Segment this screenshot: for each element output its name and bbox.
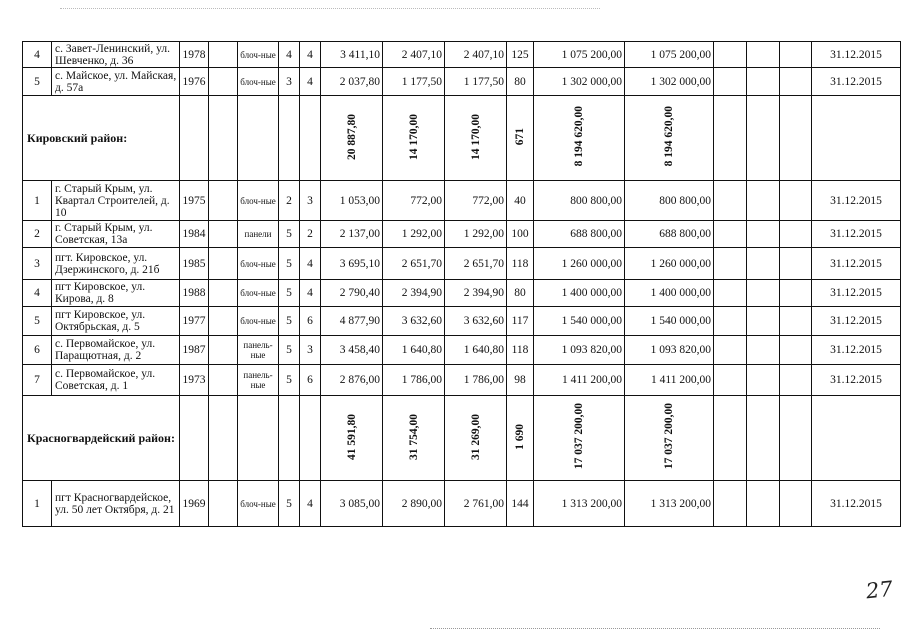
completion-date: 31.12.2015 xyxy=(812,42,901,68)
empty-cell xyxy=(747,365,780,396)
residents: 117 xyxy=(507,307,534,336)
empty-cell xyxy=(747,68,780,96)
entrances: 4 xyxy=(300,280,321,307)
cost-a: 1 540 000,00 xyxy=(534,307,625,336)
region-area-b xyxy=(445,396,507,481)
empty-cell xyxy=(747,248,780,280)
residents: 80 xyxy=(507,68,534,96)
area-a: 2 890,00 xyxy=(383,481,445,527)
empty-cell xyxy=(747,42,780,68)
area-a: 1 786,00 xyxy=(383,365,445,396)
empty-cell xyxy=(780,42,812,68)
entrances: 4 xyxy=(300,68,321,96)
completion-date: 31.12.2015 xyxy=(812,481,901,527)
row-number: 6 xyxy=(23,336,52,365)
empty-cell xyxy=(238,96,279,181)
empty-cell xyxy=(279,96,300,181)
area-b: 2 394,90 xyxy=(445,280,507,307)
floors: 5 xyxy=(279,280,300,307)
completion-date: 31.12.2015 xyxy=(812,280,901,307)
empty-cell xyxy=(780,307,812,336)
area-b: 2 761,00 xyxy=(445,481,507,527)
residents: 100 xyxy=(507,221,534,248)
area-a: 2 651,70 xyxy=(383,248,445,280)
cost-a: 1 313 200,00 xyxy=(534,481,625,527)
year-built: 1975 xyxy=(180,181,209,221)
area-total: 4 877,90 xyxy=(321,307,383,336)
empty-cell xyxy=(714,221,747,248)
residents: 98 xyxy=(507,365,534,396)
region-area-total-text: 20 887,80 xyxy=(345,113,358,160)
cost-b: 688 800,00 xyxy=(625,221,714,248)
region-cost-b-text: 17 037 200,00 xyxy=(663,403,675,470)
cost-a: 1 400 000,00 xyxy=(534,280,625,307)
area-b: 2 407,10 xyxy=(445,42,507,68)
floors: 5 xyxy=(279,336,300,365)
region-area-total-text: 41 591,80 xyxy=(345,413,358,460)
empty-cell xyxy=(279,396,300,481)
region-area-b-text: 14 170,00 xyxy=(469,113,482,160)
empty-cell xyxy=(714,307,747,336)
region-area-a-text: 14 170,00 xyxy=(407,113,420,160)
wall-material: блоч-ные xyxy=(238,248,279,280)
scan-artifact-line xyxy=(430,628,880,629)
floors: 2 xyxy=(279,181,300,221)
cost-b: 1 400 000,00 xyxy=(625,280,714,307)
empty-cell xyxy=(209,336,238,365)
region-subtotal-row xyxy=(23,96,901,181)
address: пгт. Кировское, ул. Дзержинского, д. 21б xyxy=(52,248,180,280)
region-name: Кировский район: xyxy=(23,96,180,181)
empty-cell xyxy=(209,181,238,221)
cost-b: 1 302 000,00 xyxy=(625,68,714,96)
address: с. Первомайское, ул. Советская, д. 1 xyxy=(52,365,180,396)
cost-b: 1 313 200,00 xyxy=(625,481,714,527)
empty-cell xyxy=(747,481,780,527)
year-built: 1978 xyxy=(180,42,209,68)
entrances: 4 xyxy=(300,481,321,527)
address: пгт Кировское, ул. Октябрьская, д. 5 xyxy=(52,307,180,336)
empty-cell xyxy=(780,481,812,527)
table-row xyxy=(23,280,901,307)
residents: 125 xyxy=(507,42,534,68)
empty-cell xyxy=(780,68,812,96)
area-a: 3 632,60 xyxy=(383,307,445,336)
cost-a: 1 075 200,00 xyxy=(534,42,625,68)
residents: 144 xyxy=(507,481,534,527)
table-row xyxy=(23,42,901,68)
address: г. Старый Крым, ул. Советская, 13а xyxy=(52,221,180,248)
empty-cell xyxy=(780,396,812,481)
cost-b: 1 075 200,00 xyxy=(625,42,714,68)
empty-cell xyxy=(714,481,747,527)
empty-cell xyxy=(714,96,747,181)
area-total: 2 876,00 xyxy=(321,365,383,396)
completion-date: 31.12.2015 xyxy=(812,336,901,365)
wall-material: блоч-ные xyxy=(238,181,279,221)
region-cost-a xyxy=(534,396,625,481)
region-name: Красногвардейский район: xyxy=(23,396,180,481)
area-total: 2 790,40 xyxy=(321,280,383,307)
empty-cell xyxy=(780,280,812,307)
entrances: 6 xyxy=(300,307,321,336)
empty-cell xyxy=(209,280,238,307)
empty-cell xyxy=(209,221,238,248)
area-a: 1 640,80 xyxy=(383,336,445,365)
area-total: 3 458,40 xyxy=(321,336,383,365)
completion-date: 31.12.2015 xyxy=(812,181,901,221)
region-residents-text: 1 690 xyxy=(514,423,526,450)
empty-cell xyxy=(714,248,747,280)
row-number: 4 xyxy=(23,42,52,68)
region-area-a xyxy=(383,96,445,181)
cost-a: 688 800,00 xyxy=(534,221,625,248)
table-row xyxy=(23,68,901,96)
row-number: 7 xyxy=(23,365,52,396)
table-row xyxy=(23,248,901,280)
cost-b: 800 800,00 xyxy=(625,181,714,221)
area-b: 1 786,00 xyxy=(445,365,507,396)
table-row xyxy=(23,365,901,396)
empty-cell xyxy=(714,68,747,96)
cost-a: 1 302 000,00 xyxy=(534,68,625,96)
year-built: 1977 xyxy=(180,307,209,336)
completion-date: 31.12.2015 xyxy=(812,248,901,280)
empty-cell xyxy=(209,68,238,96)
empty-cell xyxy=(209,481,238,527)
table-row xyxy=(23,336,901,365)
region-cost-a xyxy=(534,96,625,181)
area-total: 2 037,80 xyxy=(321,68,383,96)
year-built: 1969 xyxy=(180,481,209,527)
empty-cell xyxy=(714,42,747,68)
residents: 118 xyxy=(507,248,534,280)
entrances: 6 xyxy=(300,365,321,396)
region-area-total xyxy=(321,96,383,181)
table-body xyxy=(23,42,901,527)
area-b: 3 632,60 xyxy=(445,307,507,336)
area-b: 2 651,70 xyxy=(445,248,507,280)
scan-artifact-line xyxy=(60,8,600,9)
residents: 40 xyxy=(507,181,534,221)
handwritten-page-number: 27 xyxy=(864,576,894,604)
residents: 80 xyxy=(507,280,534,307)
cost-b: 1 260 000,00 xyxy=(625,248,714,280)
row-number: 2 xyxy=(23,221,52,248)
area-b: 1 177,50 xyxy=(445,68,507,96)
year-built: 1985 xyxy=(180,248,209,280)
empty-cell xyxy=(238,396,279,481)
address: с. Завет-Ленинский, ул. Шевченко, д. 36 xyxy=(52,42,180,68)
empty-cell xyxy=(209,248,238,280)
table-row xyxy=(23,181,901,221)
empty-cell xyxy=(180,96,209,181)
empty-cell xyxy=(714,181,747,221)
empty-cell xyxy=(812,396,901,481)
address: с. Первомайское, ул. Паращютная, д. 2 xyxy=(52,336,180,365)
area-total: 3 695,10 xyxy=(321,248,383,280)
row-number: 5 xyxy=(23,68,52,96)
area-a: 2 394,90 xyxy=(383,280,445,307)
empty-cell xyxy=(780,336,812,365)
entrances: 4 xyxy=(300,42,321,68)
year-built: 1984 xyxy=(180,221,209,248)
area-b: 772,00 xyxy=(445,181,507,221)
empty-cell xyxy=(714,280,747,307)
year-built: 1976 xyxy=(180,68,209,96)
region-area-a xyxy=(383,396,445,481)
address: с. Майское, ул. Майская, д. 57а xyxy=(52,68,180,96)
empty-cell xyxy=(780,181,812,221)
cost-a: 1 093 820,00 xyxy=(534,336,625,365)
region-cost-a-text: 17 037 200,00 xyxy=(573,403,585,470)
area-total: 1 053,00 xyxy=(321,181,383,221)
row-number: 5 xyxy=(23,307,52,336)
empty-cell xyxy=(714,336,747,365)
empty-cell xyxy=(747,221,780,248)
empty-cell xyxy=(812,96,901,181)
residents: 118 xyxy=(507,336,534,365)
floors: 5 xyxy=(279,365,300,396)
empty-cell xyxy=(209,396,238,481)
year-built: 1988 xyxy=(180,280,209,307)
table-row xyxy=(23,307,901,336)
empty-cell xyxy=(747,96,780,181)
floors: 5 xyxy=(279,307,300,336)
empty-cell xyxy=(714,365,747,396)
region-area-a-text: 31 754,00 xyxy=(407,413,420,460)
wall-material: блоч-ные xyxy=(238,481,279,527)
region-residents xyxy=(507,396,534,481)
empty-cell xyxy=(747,307,780,336)
area-b: 1 292,00 xyxy=(445,221,507,248)
empty-cell xyxy=(780,365,812,396)
cost-a: 1 260 000,00 xyxy=(534,248,625,280)
empty-cell xyxy=(180,396,209,481)
empty-cell xyxy=(747,181,780,221)
row-number: 1 xyxy=(23,181,52,221)
cost-b: 1 540 000,00 xyxy=(625,307,714,336)
floors: 3 xyxy=(279,68,300,96)
empty-cell xyxy=(780,96,812,181)
entrances: 2 xyxy=(300,221,321,248)
wall-material: блоч-ные xyxy=(238,307,279,336)
completion-date: 31.12.2015 xyxy=(812,68,901,96)
region-area-total xyxy=(321,396,383,481)
row-number: 4 xyxy=(23,280,52,307)
region-residents-text: 671 xyxy=(514,127,526,146)
row-number: 3 xyxy=(23,248,52,280)
entrances: 3 xyxy=(300,181,321,221)
area-total: 2 137,00 xyxy=(321,221,383,248)
empty-cell xyxy=(714,396,747,481)
region-cost-a-text: 8 194 620,00 xyxy=(573,106,585,167)
empty-cell xyxy=(209,307,238,336)
floors: 5 xyxy=(279,248,300,280)
housing-table xyxy=(22,41,901,527)
empty-cell xyxy=(747,280,780,307)
address: пгт Красногвардейское, ул. 50 лет Октября, д. 21 xyxy=(52,481,180,527)
empty-cell xyxy=(209,96,238,181)
region-area-b-text: 31 269,00 xyxy=(469,413,482,460)
year-built: 1973 xyxy=(180,365,209,396)
address: пгт Кировское, ул. Кирова, д. 8 xyxy=(52,280,180,307)
floors: 5 xyxy=(279,221,300,248)
area-b: 1 640,80 xyxy=(445,336,507,365)
year-built: 1987 xyxy=(180,336,209,365)
empty-cell xyxy=(780,221,812,248)
region-subtotal-row xyxy=(23,396,901,481)
empty-cell xyxy=(780,248,812,280)
row-number: 1 xyxy=(23,481,52,527)
area-a: 772,00 xyxy=(383,181,445,221)
cost-a: 1 411 200,00 xyxy=(534,365,625,396)
area-total: 3 085,00 xyxy=(321,481,383,527)
entrances: 3 xyxy=(300,336,321,365)
completion-date: 31.12.2015 xyxy=(812,307,901,336)
entrances: 4 xyxy=(300,248,321,280)
empty-cell xyxy=(747,336,780,365)
area-a: 2 407,10 xyxy=(383,42,445,68)
region-cost-b-text: 8 194 620,00 xyxy=(663,106,675,167)
region-area-b xyxy=(445,96,507,181)
empty-cell xyxy=(209,365,238,396)
region-residents xyxy=(507,96,534,181)
completion-date: 31.12.2015 xyxy=(812,365,901,396)
empty-cell xyxy=(209,42,238,68)
wall-material: блоч-ные xyxy=(238,280,279,307)
wall-material: панель-ные xyxy=(238,336,279,365)
cost-b: 1 411 200,00 xyxy=(625,365,714,396)
region-cost-b xyxy=(625,96,714,181)
cost-b: 1 093 820,00 xyxy=(625,336,714,365)
area-a: 1 292,00 xyxy=(383,221,445,248)
address: г. Старый Крым, ул. Квартал Строителей, д. 10 xyxy=(52,181,180,221)
empty-cell xyxy=(300,96,321,181)
empty-cell xyxy=(747,396,780,481)
floors: 4 xyxy=(279,42,300,68)
floors: 5 xyxy=(279,481,300,527)
area-total: 3 411,10 xyxy=(321,42,383,68)
table-row xyxy=(23,481,901,527)
cost-a: 800 800,00 xyxy=(534,181,625,221)
wall-material: панели xyxy=(238,221,279,248)
area-a: 1 177,50 xyxy=(383,68,445,96)
wall-material: панель-ные xyxy=(238,365,279,396)
table-row xyxy=(23,221,901,248)
wall-material: блоч-ные xyxy=(238,42,279,68)
wall-material: блоч-ные xyxy=(238,68,279,96)
region-cost-b xyxy=(625,396,714,481)
completion-date: 31.12.2015 xyxy=(812,221,901,248)
empty-cell xyxy=(300,396,321,481)
